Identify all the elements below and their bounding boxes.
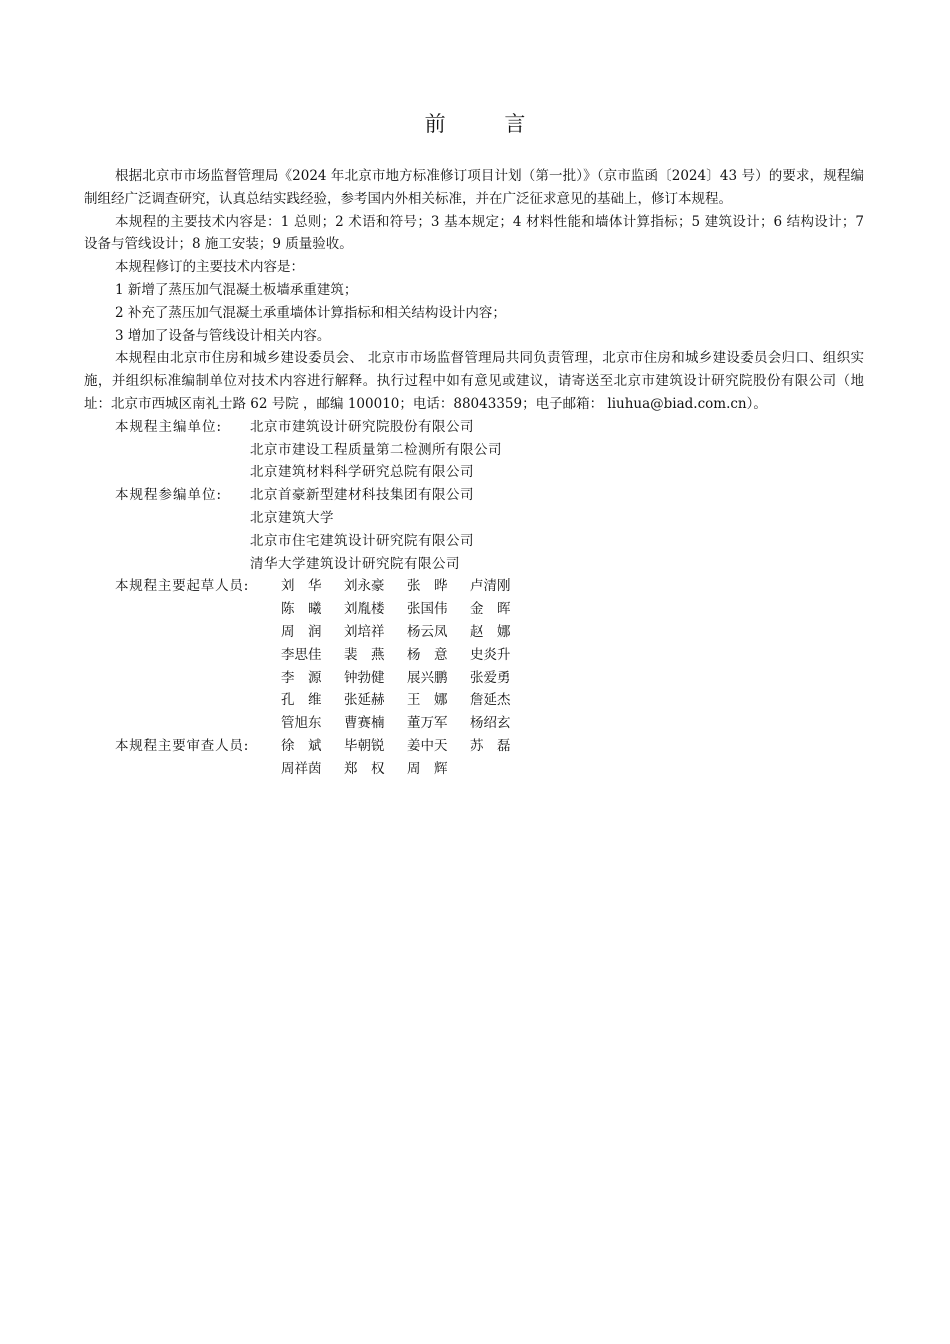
- revision-intro: 本规程修订的主要技术内容是：: [115, 259, 304, 276]
- preface-body: [84, 165, 864, 781]
- participating-units-block: [84, 484, 864, 575]
- person-name: 周 润: [281, 623, 322, 640]
- person-name: 周祥茵: [281, 760, 322, 777]
- unit-name: 清华大学建筑设计研究院有限公司: [250, 555, 460, 572]
- person-name: 郑 权: [344, 760, 385, 777]
- person-name: 卢清刚: [470, 578, 511, 595]
- participating-units-list: [250, 484, 474, 575]
- chief-units-list: [250, 416, 502, 484]
- person-name: 杨云凤: [407, 623, 448, 640]
- person-name: 张爱勇: [470, 669, 511, 686]
- drafters-label: 本规程主要起草人员:: [115, 578, 250, 595]
- person-name: 裴 燕: [344, 646, 385, 663]
- reviewers-block: [84, 735, 864, 781]
- management-paragraph: 本规程由北京市住房和城乡建设委员会、 北京市市场监督管理局共同负责管理，北京市住房和城乡建设委员会归口、组织实施，并组织标准编制单位对技术内容进行解释。执行过程中如有意见或建议，请寄送至北京市建筑设计研究院股份有限公司（地址：北京市西城区南礼士路 62 号院 ，邮编 100010；电话：88043359；电子邮箱： liuhua@biad.com.cn）。: [84, 350, 864, 412]
- reviewers-grid: [281, 735, 533, 781]
- person-name: 毕朝锐: [344, 737, 385, 754]
- person-name: 管旭东: [281, 715, 322, 732]
- person-name: 李 源: [281, 669, 322, 686]
- unit-name: 北京市建筑设计研究院股份有限公司: [250, 418, 474, 435]
- person-name: 徐 斌: [281, 737, 322, 754]
- participating-units-label: 本规程参编单位:: [115, 487, 223, 504]
- contents-paragraph: 本规程的主要技术内容是：1 总则；2 术语和符号；3 基本规定；4 材料性能和墙体计算指标；5 建筑设计；6 结构设计；7 设备与管线设计；8 施工安装；9 质量验收。: [84, 213, 864, 253]
- person-name: 金 晖: [470, 601, 511, 618]
- person-name: 李思佳: [281, 646, 322, 663]
- drafters-block: [84, 575, 864, 735]
- person-name: 姜中天: [407, 737, 448, 754]
- revision-item: 3 增加了设备与管线设计相关内容。: [115, 327, 331, 344]
- person-name: 张延赫: [344, 692, 385, 709]
- person-name: 史炎升: [470, 646, 511, 663]
- person-name: 杨 意: [407, 646, 448, 663]
- unit-name: 北京市住宅建筑设计研究院有限公司: [250, 532, 474, 549]
- person-name: 曹赛楠: [344, 715, 385, 732]
- revision-item: 1 新增了蒸压加气混凝土板墙承重建筑；: [115, 281, 358, 298]
- person-name: 詹延杰: [470, 692, 511, 709]
- person-name: 苏 磊: [470, 737, 511, 754]
- person-name: 杨绍玄: [470, 715, 511, 732]
- person-name: 陈 曦: [281, 601, 322, 618]
- person-name: 刘 华: [281, 578, 322, 595]
- intro-paragraph: 根据北京市市场监督管理局《2024 年北京市地方标准修订项目计划（第一批）》（京市监函〔2024〕43 号）的要求，规程编制组经广泛调查研究，认真总结实践经验，参考国内外相关标准，并在广泛征求意见的基础上，修订本规程。: [84, 168, 864, 207]
- unit-name: 北京市建设工程质量第二检测所有限公司: [250, 441, 502, 458]
- unit-name: 北京首豪新型建材科技集团有限公司: [250, 487, 474, 504]
- revision-item: 2 补充了蒸压加气混凝土承重墙体计算指标和相关结构设计内容；: [115, 304, 506, 321]
- person-name: 刘胤楼: [344, 601, 385, 618]
- chief-units-block: [84, 416, 864, 484]
- person-name: 钟勃健: [344, 669, 385, 686]
- unit-name: 北京建筑材料科学研究总院有限公司: [250, 464, 474, 481]
- person-name: 王 娜: [407, 692, 448, 709]
- person-name: 刘永豪: [344, 578, 385, 595]
- page-title: 前 言: [424, 112, 552, 136]
- person-name: 孔 维: [281, 692, 322, 709]
- person-name: 赵 娜: [470, 623, 511, 640]
- drafters-grid: [281, 575, 533, 735]
- person-name: 董万军: [407, 715, 448, 732]
- chief-units-label: 本规程主编单位:: [115, 418, 223, 435]
- person-name: 展兴鹏: [407, 669, 448, 686]
- reviewers-label: 本规程主要审查人员:: [115, 737, 250, 754]
- person-name: 张国伟: [407, 601, 448, 618]
- person-name: 刘培祥: [344, 623, 385, 640]
- person-name: 张 晔: [407, 578, 448, 595]
- person-name: 周 辉: [407, 760, 448, 777]
- unit-name: 北京建筑大学: [250, 509, 334, 526]
